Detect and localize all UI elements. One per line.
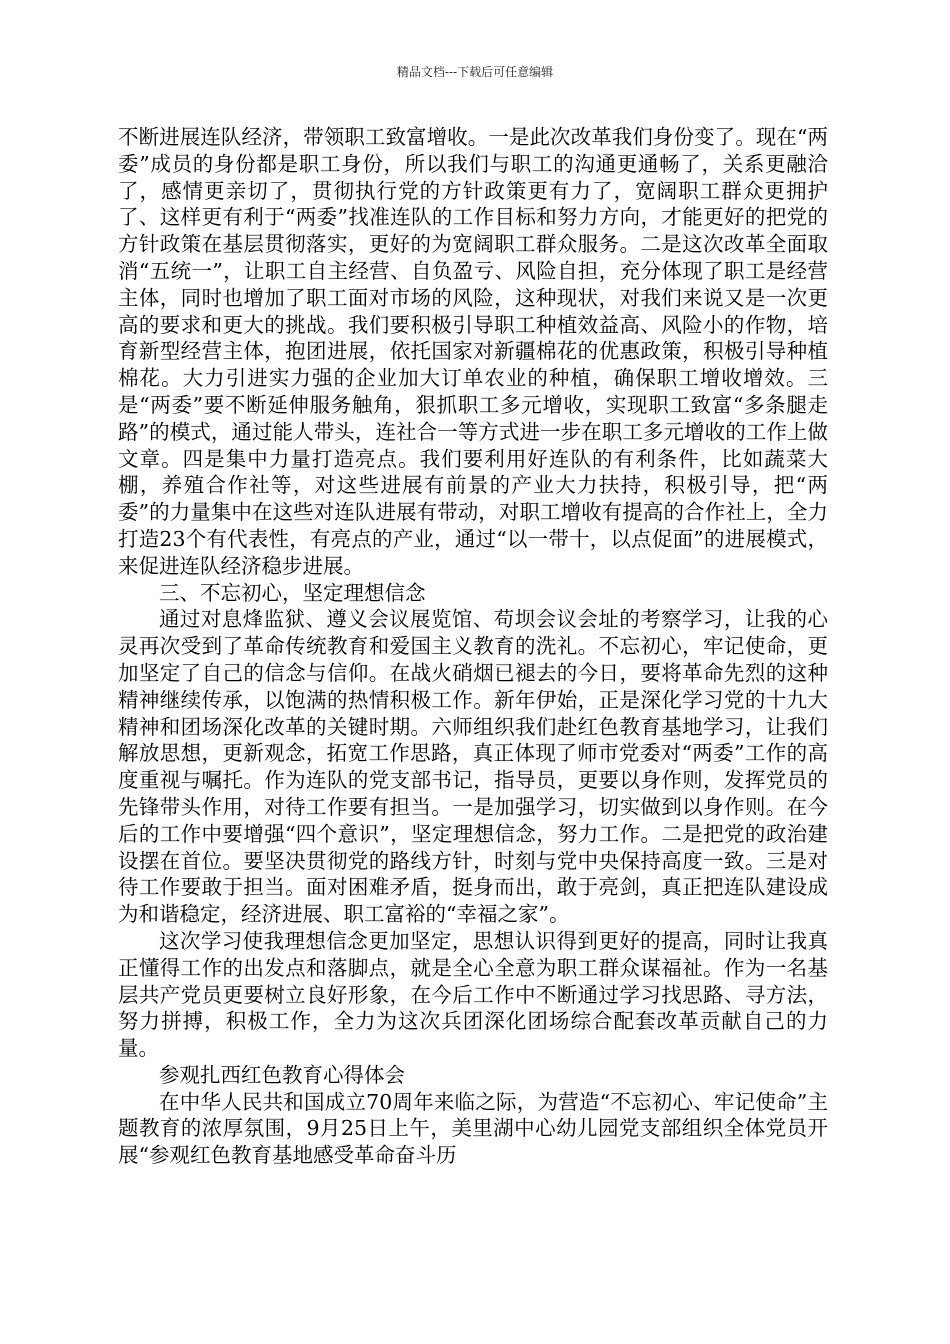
- paragraph-study-tour: 通过对息烽监狱、遵义会议展览馆、苟坝会议会址的考察学习，让我的心灵再次受到了革命传统教育和爱国主义教育的洗礼。不忘初心，牢记使命，更加坚定了自己的信念与信仰。在战火硝烟已褪去的今日，要将革命先烈的这种精神继续传承，以饱满的热情积极工作。新年伊始，正是深化学习党的十九大精神和团场深化改革的关键时期。六师组织我们赴红色教育基地学习，让我们解放思想，更新观念，拓宽工作思路，真正体现了师市党委对“两委”工作的高度重视与嘱托。作为连队的党支部书记，指导员，更要以身作则，发挥党员的先锋带头作用，对待工作要有担当。一是加强学习，切实做到以身作则。在今后的工作中要增强“四个意识”，坚定理想信念，努力工作。二是把党的政治建设摆在首位。要坚决贯彻党的路线方针，时刻与党中央保持高度一致。三是对待工作要敢于担当。面对困难矛盾，挺身而出，敢于亮剑，真正把连队建设成为和谐稳定，经济进展、职工富裕的“幸福之家”。: [118, 607, 828, 927]
- paragraph-conclusion: 这次学习使我理想信念更加坚定，思想认识得到更好的提高，同时让我真正懂得工作的出发点和落脚点，就是全心全意为职工群众谋福祉。作为一名基层共产党员更要树立良好形象，在今后工作中不断通过学习找思路、寻方法，努力拼搏，积极工作，全力为这次兵团深化团场综合配套改革贡献自己的力量。: [118, 928, 828, 1061]
- document-body: [118, 124, 828, 1169]
- section-heading-3: 三、不忘初心，坚定理想信念: [159, 580, 426, 605]
- paragraph-article-intro: 在中华人民共和国成立70周年来临之际，为营造“不忘初心、牢记使命”主题教育的浓厚氛围，9月25日上午，美里湖中心幼儿园党支部组织全体党员开展“参观红色教育基地感受革命奋斗历: [118, 1089, 828, 1168]
- paragraph-continuation: 不断进展连队经济，带领职工致富增收。一是此次改革我们身份变了。现在“两委”成员的身份都是职工身份，所以我们与职工的沟通更通畅了，关系更融洽了，感情更亲切了，贯彻执行党的方针政策更有力了，宽阔职工群众更拥护了、这样更有利于“两委”找准连队的工作目标和努力方向，才能更好的把党的方针政策在基层贯彻落实，更好的为宽阔职工群众服务。二是这次改革全面取消“五统一”，让职工自主经营、自负盈亏、风险自担，充分体现了职工是经营主体，同时也增加了职工面对市场的风险，这种现状，对我们来说又是一次更高的要求和更大的挑战。我们要积极引导职工种植效益高、风险小的作物，培育新型经营主体，抱团进展，依托国家对新疆棉花的优惠政策，积极引导种植棉花。大力引进实力强的企业加大订单农业的种植，确保职工增收增效。三是“两委”要不断延伸服务触角，狠抓职工多元增收，实现职工致富“多条腿走路”的模式，通过能人带头，连社合一等方式进一步在职工多元增收的工作上做文章。四是集中力量打造亮点。我们要利用好连队的有利条件，比如蔬菜大棚，养殖合作社等，对这些进展有前景的产业大力扶持，积极引导，把“两委”的力量集中在这些对连队进展有带动，对职工增收有提高的合作社上，全力打造23个有代表性，有亮点的产业，通过“以一带十，以点促面”的进展模式，来促进连队经济稳步进展。: [118, 125, 828, 578]
- article-title: 参观扎西红色教育心得体会: [159, 1062, 405, 1087]
- page-header: 精品文档---下载后可任意编辑: [396, 65, 554, 79]
